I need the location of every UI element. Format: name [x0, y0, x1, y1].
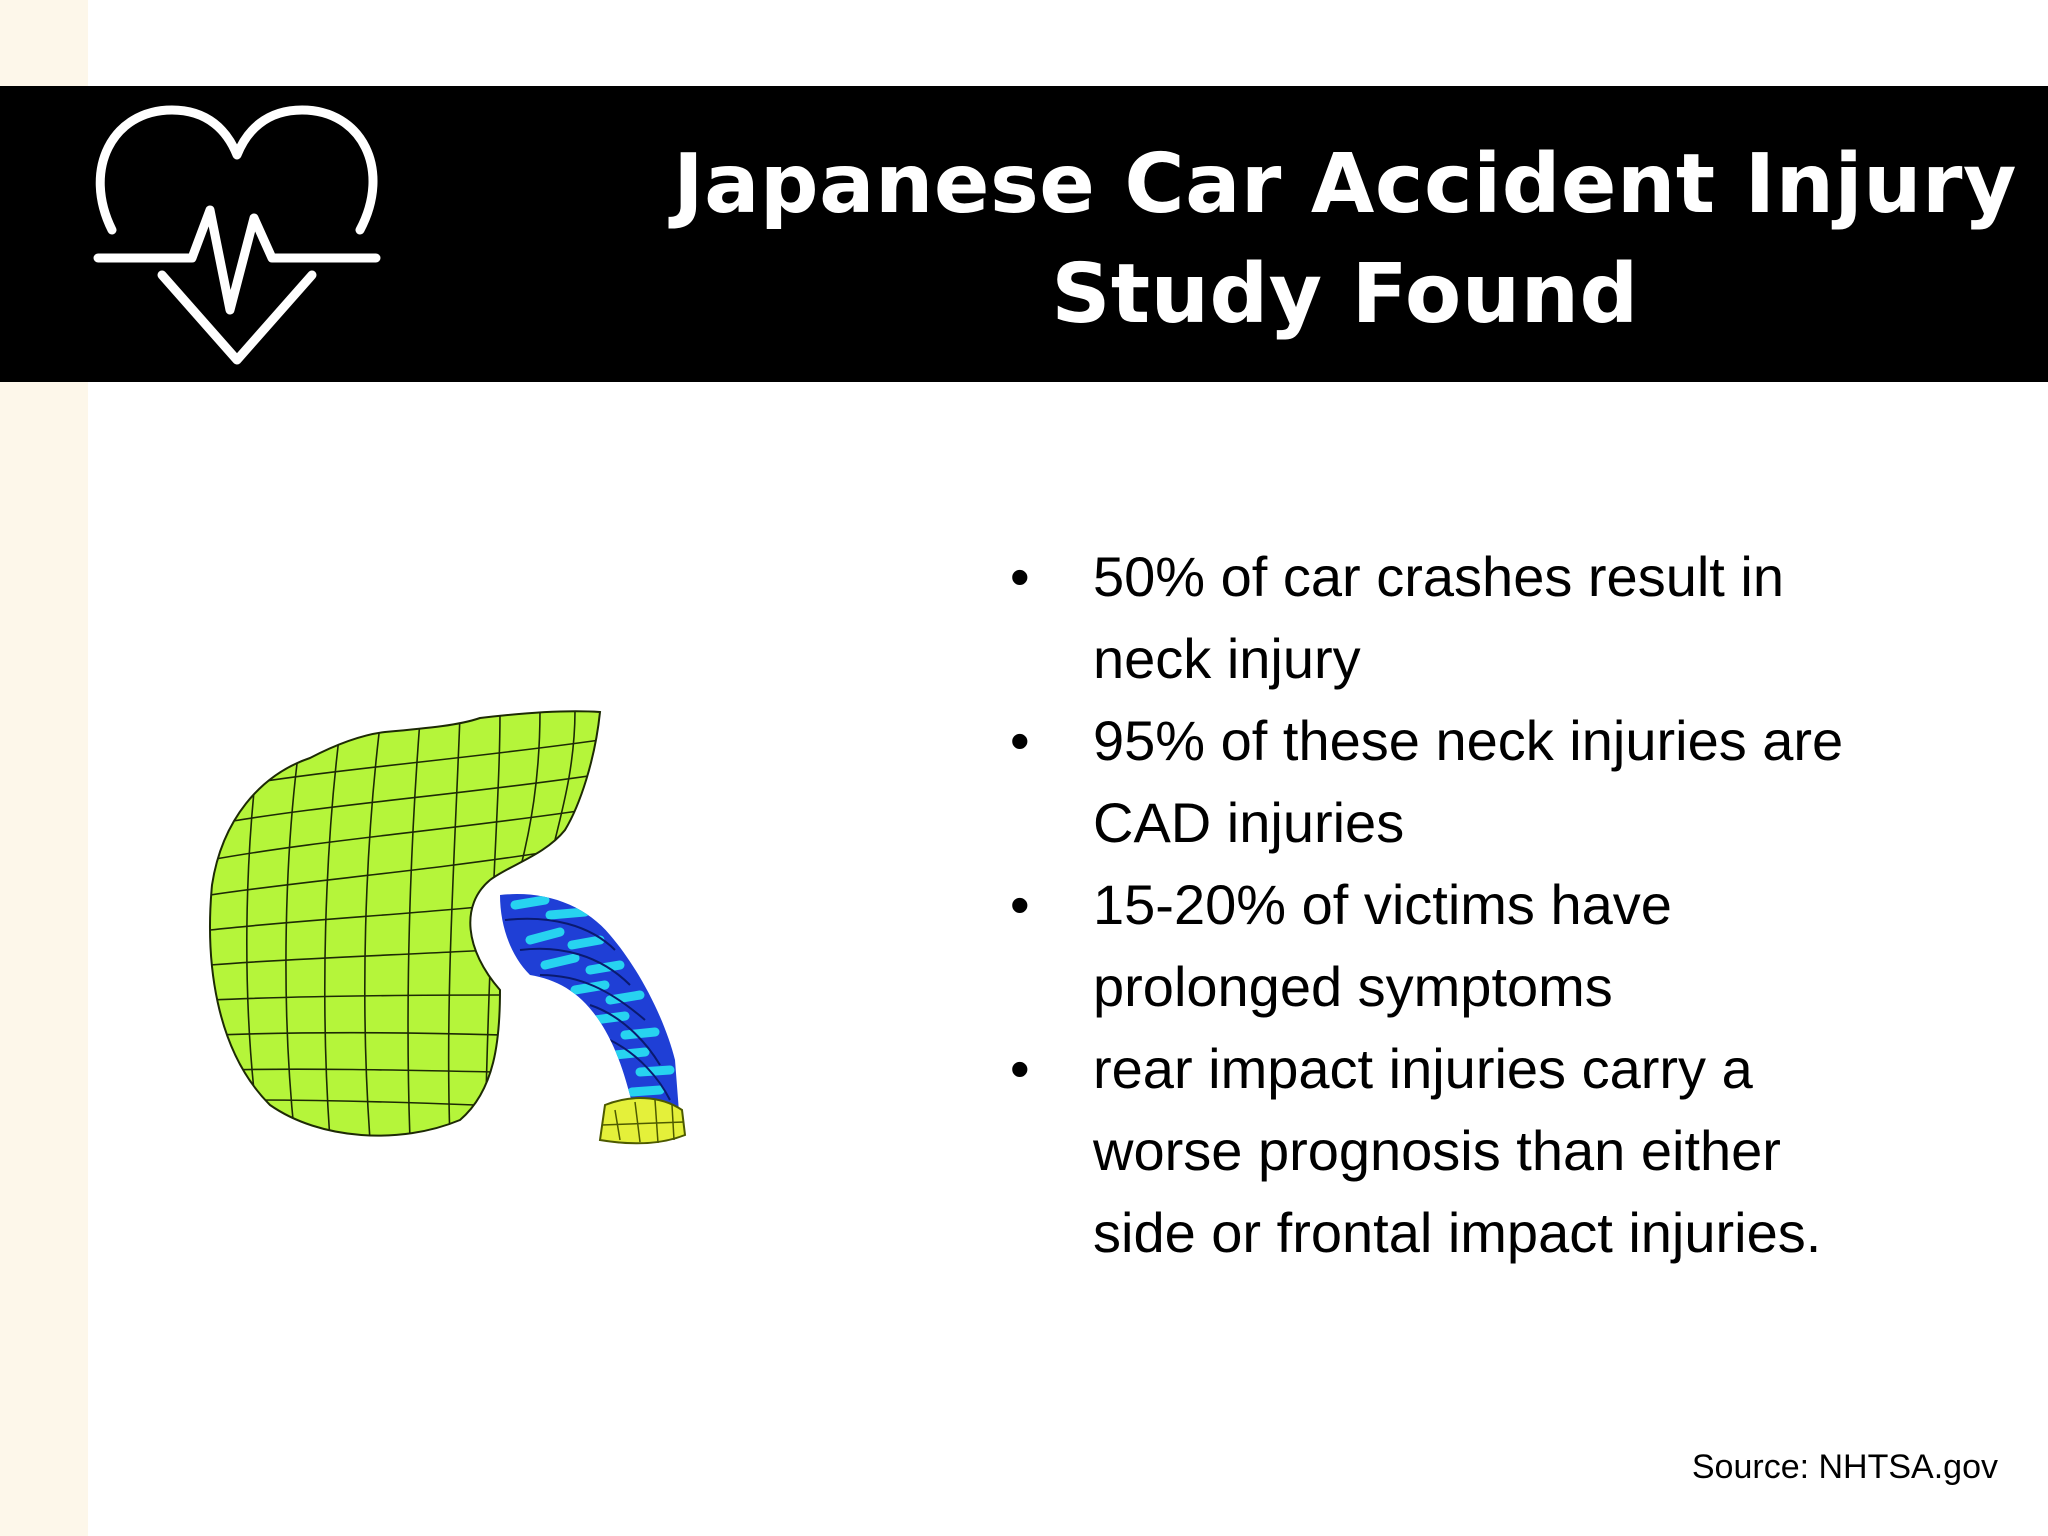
title-line-1: Japanese Car Accident Injury — [673, 137, 2017, 232]
heart-pulse-icon — [92, 100, 382, 370]
list-item-line: side or frontal impact injuries. — [1093, 1201, 1822, 1264]
page-title — [600, 130, 2048, 350]
source-citation: Source: NHTSA.gov — [1691, 1448, 1998, 1486]
list-item — [1010, 1028, 2010, 1274]
list-item-line: 15-20% of victims have — [1093, 873, 1672, 936]
title-line-2: Study Found — [1051, 247, 1639, 342]
list-item-line: worse prognosis than either — [1093, 1119, 1781, 1182]
bullet-marker: • — [1010, 709, 1030, 772]
list-item-line: neck injury — [1093, 627, 1361, 690]
cervical-spine — [500, 894, 685, 1143]
bullet-marker: • — [1010, 1037, 1030, 1100]
list-item — [1010, 536, 2010, 700]
list-item-line: 95% of these neck injuries are — [1093, 709, 1844, 772]
list-item-line: rear impact injuries carry a — [1093, 1037, 1753, 1100]
list-item-line: 50% of car crashes result in — [1093, 545, 1784, 608]
list-item-line: CAD injuries — [1093, 791, 1405, 854]
findings-list — [1010, 536, 2010, 1274]
bullet-marker: • — [1010, 873, 1030, 936]
list-item — [1010, 864, 2010, 1028]
list-item-line: prolonged symptoms — [1093, 955, 1613, 1018]
bullet-marker: • — [1010, 545, 1030, 608]
list-item — [1010, 700, 2010, 864]
neck-finite-element-model-icon — [200, 700, 780, 1150]
